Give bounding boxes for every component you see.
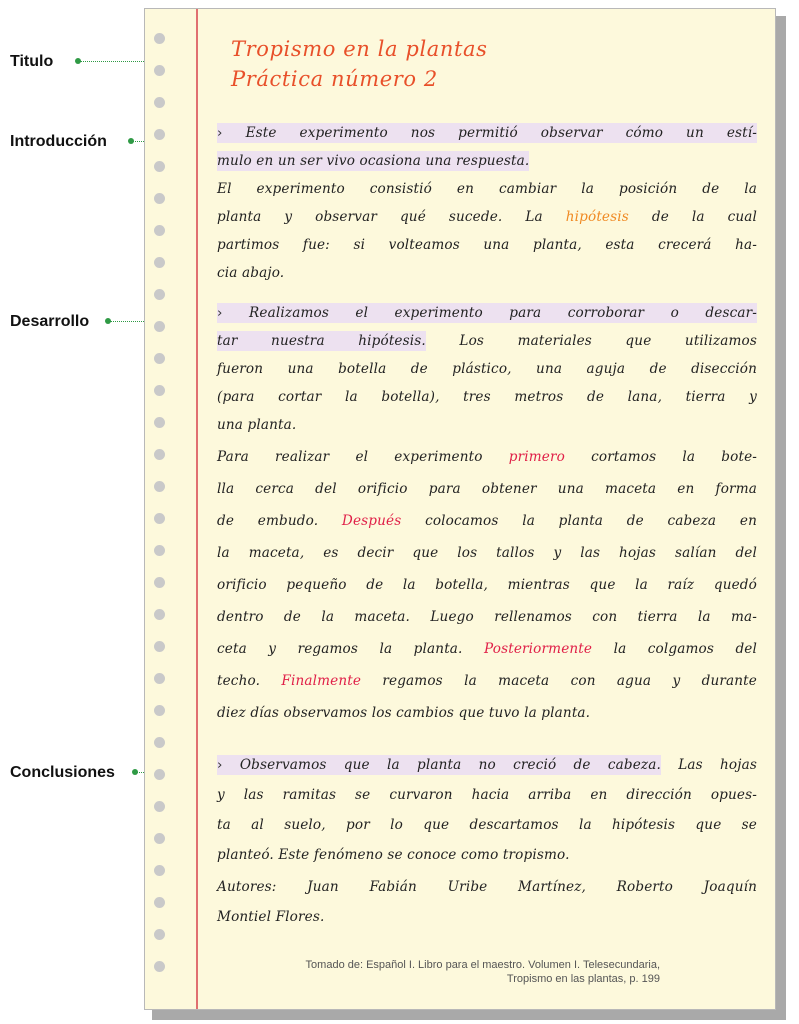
conclusiones-line: ta al suelo, por lo que descartamos la hipótesis que se xyxy=(217,817,757,833)
intro-highlight: › Este experimento nos permitió observar cómo un estí- xyxy=(217,125,757,141)
binder-hole xyxy=(154,673,165,684)
desarrollo-line: tar nuestra hipótesis. Los materiales que utilizamos xyxy=(217,333,757,349)
binder-hole xyxy=(154,897,165,908)
desarrollo-line: orificio pequeño de la botella, mientras que la raíz quedó xyxy=(217,577,757,593)
binder-hole xyxy=(154,577,165,588)
binder-hole xyxy=(154,417,165,428)
binder-hole xyxy=(154,737,165,748)
binder-hole xyxy=(154,449,165,460)
desarrollo-line xyxy=(217,299,757,327)
desarrollo-highlight: › Realizamos el experimento para corroborar o descar- xyxy=(217,305,757,321)
keyword-despues: Después xyxy=(341,513,402,529)
binder-hole xyxy=(154,545,165,556)
desarrollo-highlight: tar nuestra hipótesis. xyxy=(217,333,426,349)
binder-hole xyxy=(154,769,165,780)
desarrollo-line: Para realizar el experimento primero cortamos la bote- xyxy=(217,449,758,465)
binder-hole xyxy=(154,513,165,524)
binder-hole xyxy=(154,641,165,652)
keyword-finalmente: Finalmente xyxy=(281,673,362,689)
page-title-line-1: Tropismo en la plantas xyxy=(231,37,488,61)
binder-hole xyxy=(154,929,165,940)
intro-highlight: mulo en un ser vivo ocasiona una respuesta. xyxy=(217,153,530,169)
desarrollo-line: una planta. xyxy=(217,417,297,433)
source-line-2: Tropismo en las plantas, p. 199 xyxy=(506,973,660,985)
conclusiones-line: y las ramitas se curvaron hacia arriba en dirección opues- xyxy=(217,787,757,803)
section-marker-icon: › xyxy=(217,305,223,321)
binder-hole xyxy=(154,193,165,204)
binder-hole xyxy=(154,97,165,108)
desarrollo-line: lla cerca del orificio para obtener una maceta en forma xyxy=(217,481,757,497)
section-marker-icon: › xyxy=(217,757,223,773)
keyword-primero: primero xyxy=(508,449,565,465)
label-introduccion: Introducción xyxy=(10,133,107,150)
binder-hole xyxy=(154,481,165,492)
binder-hole xyxy=(154,33,165,44)
conclusiones-highlight: › Observamos que la planta no creció de cabeza. xyxy=(217,757,661,773)
binder-hole xyxy=(154,225,165,236)
binder-hole xyxy=(154,321,165,332)
intro-line xyxy=(217,147,757,175)
binder-hole xyxy=(154,609,165,620)
binder-hole xyxy=(154,865,165,876)
keyword-posteriormente: Posteriormente xyxy=(484,641,593,657)
binder-hole xyxy=(154,353,165,364)
binder-hole xyxy=(154,289,165,300)
label-desarrollo: Desarrollo xyxy=(10,313,90,330)
desarrollo-line: diez días observamos los cambios que tuvo la planta. xyxy=(217,705,591,721)
binder-hole xyxy=(154,705,165,716)
intro-line: El experimento consistió en cambiar la posición de la xyxy=(217,181,757,197)
binder-hole xyxy=(154,257,165,268)
intro-line: cia abajo. xyxy=(217,265,285,281)
intro-line: planta y observar qué sucede. La hipótesis de la cual xyxy=(217,209,757,225)
conclusiones-line: planteó. Este fenómeno se conoce como tropismo. xyxy=(217,847,570,863)
desarrollo-line: de embudo. Después colocamos la planta de cabeza en xyxy=(217,513,757,529)
desarrollo-line: techo. Finalmente regamos la maceta con agua y durante xyxy=(217,673,757,689)
source-citation xyxy=(170,958,660,986)
conclusiones-line: › Observamos que la planta no creció de cabeza. Las hojas xyxy=(217,757,757,773)
desarrollo-line: (para cortar la botella), tres metros de lana, tierra y xyxy=(217,389,757,405)
authors-line: Autores: Juan Fabián Uribe Martínez, Roberto Joaquín xyxy=(217,879,757,895)
binder-hole xyxy=(154,961,165,972)
binder-hole xyxy=(154,65,165,76)
keyword-hipotesis: hipótesis xyxy=(565,209,629,225)
margin-line xyxy=(196,9,198,1009)
desarrollo-line: la maceta, es decir que los tallos y las hojas salían del xyxy=(217,545,757,561)
desarrollo-line: fueron una botella de plástico, una aguja de disección xyxy=(217,361,757,377)
desarrollo-line: dentro de la maceta. Luego rellenamos con tierra la ma- xyxy=(217,609,757,625)
label-conclusiones: Conclusiones xyxy=(10,764,115,781)
binder-hole xyxy=(154,129,165,140)
binder-hole xyxy=(154,801,165,812)
intro-line xyxy=(217,119,757,147)
notebook-page xyxy=(144,8,776,1010)
section-marker-icon: › xyxy=(217,125,223,141)
intro-line: partimos fue: si volteamos una planta, esta crecerá ha- xyxy=(217,237,757,253)
binder-hole xyxy=(154,833,165,844)
authors-line: Montiel Flores. xyxy=(217,909,325,925)
binder-hole xyxy=(154,161,165,172)
source-line-1: Tomado de: Español I. Libro para el maestro. Volumen I. Telesecundaria, xyxy=(305,959,660,971)
desarrollo-line: ceta y regamos la planta. Posteriormente la colgamos del xyxy=(217,641,757,657)
label-titulo: Titulo xyxy=(10,53,54,70)
binder-hole xyxy=(154,385,165,396)
page-title-line-2: Práctica número 2 xyxy=(231,67,438,91)
